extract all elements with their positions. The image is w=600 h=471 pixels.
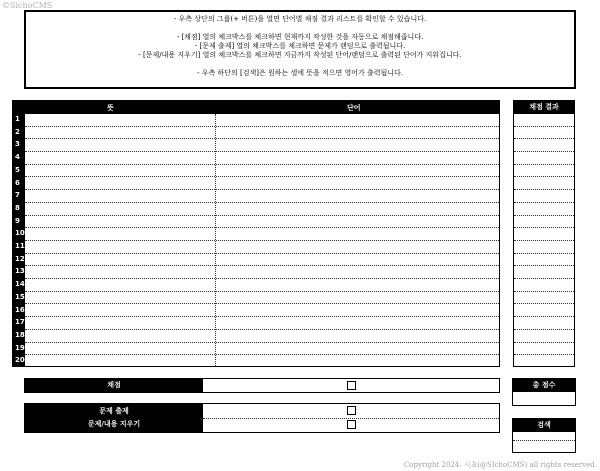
word-table-header (13, 101, 499, 114)
grading-result-cell (514, 178, 574, 191)
meaning-cell[interactable] (25, 190, 215, 202)
problem-make-label: 문제 출제 (99, 407, 129, 415)
word-cell[interactable] (216, 139, 499, 151)
table-row (15, 127, 499, 140)
search-box (512, 418, 576, 453)
grading-result-cell (514, 266, 574, 279)
table-row (15, 216, 499, 229)
word-cell[interactable] (216, 254, 499, 266)
instruction-line: - 우측 하단의 [검색]은 원하는 셀에 뜻을 적으면 영어가 출력됩니다. (196, 69, 404, 77)
row-number: 10 (15, 229, 25, 238)
row-number: 20 (15, 356, 25, 365)
word-cell[interactable] (216, 355, 499, 368)
table-row (15, 279, 499, 292)
table-row (15, 228, 499, 241)
meaning-cell[interactable] (25, 254, 215, 266)
table-row (15, 330, 499, 343)
grading-result-header: 채점 결과 (514, 101, 574, 114)
row-number: 2 (15, 127, 20, 136)
problem-clear-checkbox[interactable] (347, 420, 356, 429)
word-cell[interactable] (216, 317, 499, 329)
table-row (15, 241, 499, 254)
word-cell[interactable] (216, 114, 499, 126)
instruction-line: - [문제/내용 지우기] 열의 체크박스를 체크하면 지금까지 작성된 단어/랜덤으로 출력된 단어가 지워집니다. (138, 51, 462, 59)
total-score-box (512, 378, 576, 406)
grading-result-cell (514, 127, 574, 140)
row-number: 11 (15, 242, 25, 250)
row-number: 5 (15, 165, 20, 174)
word-cell[interactable] (216, 203, 499, 215)
word-cell[interactable] (216, 165, 499, 177)
table-row (15, 305, 499, 318)
word-cell[interactable] (216, 266, 499, 278)
instruction-line: - 우측 상단의 그룹(+ 버튼)을 열면 단어별 채점 결과 리스트를 확인할 수 있습니다. (173, 15, 427, 23)
grading-result-cell (514, 343, 574, 356)
row-number: 8 (15, 203, 20, 212)
grading-result-cell (514, 152, 574, 165)
row-number: 4 (15, 153, 20, 162)
meaning-cell[interactable] (25, 292, 215, 304)
grade-label: 채점 (25, 379, 203, 392)
meaning-column-header: 뜻 (107, 104, 114, 112)
table-row (15, 203, 499, 216)
word-cell[interactable] (216, 292, 499, 304)
grading-result-cell (514, 292, 574, 305)
search-header: 검색 (513, 419, 575, 432)
meaning-cell[interactable] (25, 165, 215, 177)
word-cell[interactable] (216, 305, 499, 317)
row-number: 7 (15, 191, 20, 200)
word-cell[interactable] (216, 190, 499, 202)
grading-result-cell (514, 355, 574, 368)
grading-result-panel (513, 100, 575, 367)
grading-result-cell (514, 305, 574, 318)
row-number: 17 (15, 318, 25, 327)
meaning-cell[interactable] (25, 139, 215, 151)
grading-result-cell (514, 317, 574, 330)
meaning-cell[interactable] (25, 279, 215, 291)
table-row (15, 178, 499, 191)
row-number: 9 (15, 216, 20, 225)
word-cell[interactable] (216, 178, 499, 190)
word-cell[interactable] (216, 152, 499, 164)
instruction-spacer (26, 24, 574, 33)
meaning-cell[interactable] (25, 343, 215, 355)
problem-clear-label: 문제/내용 지우기 (87, 420, 141, 428)
problem-divider (203, 418, 499, 419)
grading-result-cell (514, 203, 574, 216)
word-cell[interactable] (216, 216, 499, 228)
grading-result-cell (514, 330, 574, 343)
meaning-cell[interactable] (25, 114, 215, 126)
table-row (15, 292, 499, 305)
grading-result-cell (514, 228, 574, 241)
problem-label-cell (25, 404, 203, 432)
search-result (513, 441, 575, 450)
instruction-line: - [채점] 열의 체크박스를 체크하면 현재까지 작성한 것을 자동으로 채점해줍니다. (176, 33, 424, 41)
row-number: 14 (15, 280, 25, 289)
meaning-cell[interactable] (25, 228, 215, 240)
word-table (12, 100, 500, 367)
search-input[interactable] (513, 432, 575, 441)
word-cell[interactable] (216, 279, 499, 291)
table-row (15, 317, 499, 330)
total-score-value (513, 392, 575, 404)
table-row (15, 254, 499, 267)
grading-result-cell (514, 114, 574, 127)
word-cell[interactable] (216, 330, 499, 342)
row-number: 19 (15, 343, 25, 352)
meaning-cell[interactable] (25, 317, 215, 329)
meaning-cell[interactable] (25, 178, 215, 190)
word-column-header: 단어 (347, 104, 361, 112)
row-number: 3 (15, 140, 20, 149)
row-number: 16 (15, 305, 25, 314)
meaning-cell[interactable] (25, 152, 215, 164)
problem-panel (24, 403, 500, 433)
word-cell[interactable] (216, 241, 499, 253)
table-row (15, 114, 499, 127)
instruction-line: - [문제 출제] 열의 체크박스를 체크하면 문제가 랜덤으로 출력됩니다. (194, 42, 406, 50)
table-row (15, 139, 499, 152)
meaning-cell[interactable] (25, 355, 215, 368)
row-number: 12 (15, 254, 25, 263)
table-row (15, 165, 499, 178)
instruction-spacer (26, 60, 574, 69)
meaning-cell[interactable] (25, 127, 215, 139)
row-number: 6 (15, 178, 20, 187)
meaning-cell[interactable] (25, 216, 215, 228)
grading-result-cell (514, 165, 574, 178)
instructions-box (24, 10, 576, 89)
row-number: 15 (15, 292, 25, 301)
grading-result-cell (514, 190, 574, 203)
row-number: 18 (15, 330, 25, 339)
watermark: ©SichoCMS (2, 1, 53, 10)
grade-checkbox[interactable] (347, 381, 356, 390)
word-cell[interactable] (216, 343, 499, 355)
grade-panel (24, 378, 500, 393)
table-row (15, 355, 499, 368)
row-number: 13 (15, 267, 25, 276)
meaning-cell[interactable] (25, 203, 215, 215)
table-row (15, 343, 499, 356)
row-number: 1 (15, 115, 20, 123)
meaning-cell[interactable] (25, 305, 215, 317)
grading-result-cell (514, 241, 574, 254)
meaning-cell[interactable] (25, 266, 215, 278)
grading-result-cell (514, 139, 574, 152)
meaning-cell[interactable] (25, 330, 215, 342)
problem-make-checkbox[interactable] (347, 406, 356, 415)
total-score-header: 총 점수 (513, 379, 575, 392)
grading-result-cell (514, 279, 574, 292)
grading-result-cell (514, 216, 574, 229)
meaning-cell[interactable] (25, 241, 215, 253)
word-cell[interactable] (216, 127, 499, 139)
table-row (15, 190, 499, 203)
word-cell[interactable] (216, 228, 499, 240)
table-row (15, 152, 499, 165)
grading-result-cell (514, 254, 574, 267)
table-row (15, 266, 499, 279)
copyright: Copyright 2024. 시쵸(@SIchoCMS) all rights reserved. (403, 461, 597, 469)
row-number-column (13, 114, 25, 366)
